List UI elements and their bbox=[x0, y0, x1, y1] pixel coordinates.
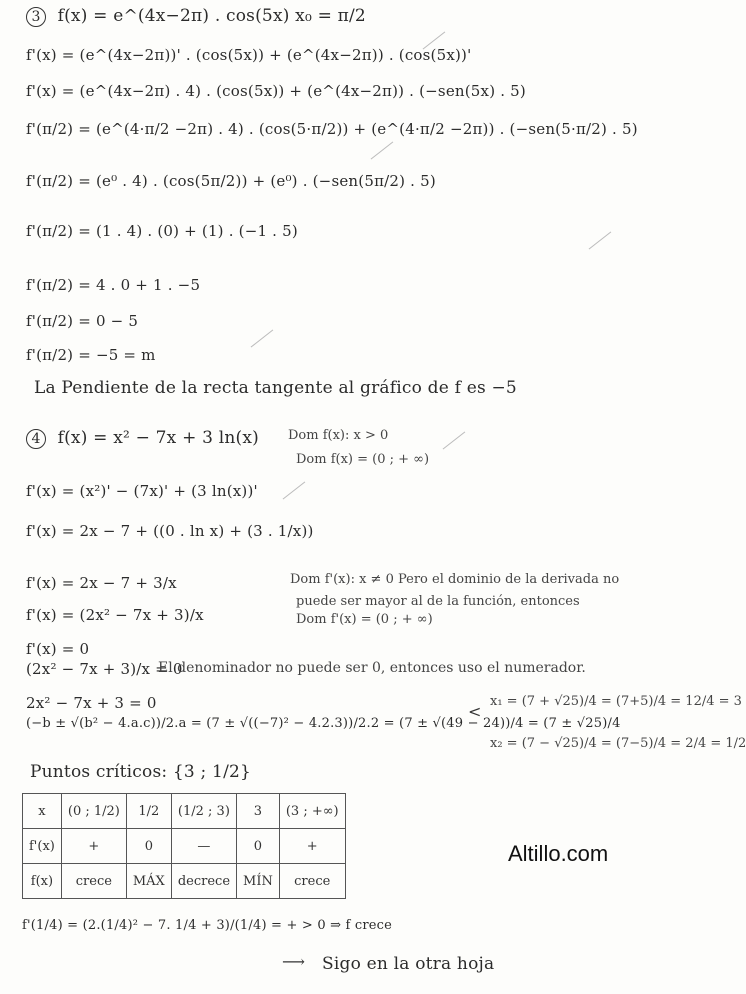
branch-arrow-icon: < bbox=[468, 702, 482, 721]
ex4-line-1: 4 f(x) = x² − 7x + 3 ln(x) bbox=[26, 428, 259, 449]
ex3-line-2: f'(x) = (e^(4x−2π))' . (cos(5x)) + (e^(4x−2π)) . (cos(5x))' bbox=[26, 46, 472, 64]
ex3-line-6: f'(π/2) = (1 . 4) . (0) + (1) . (−1 . 5) bbox=[26, 222, 298, 240]
table-cell: f'(x) bbox=[23, 829, 62, 864]
ex4-line-5: f'(x) = (2x² − 7x + 3)/x bbox=[26, 606, 204, 624]
table-cell: 3 bbox=[237, 794, 280, 829]
altillo-watermark: Altillo.com bbox=[508, 841, 609, 866]
exercise-number-3: 3 bbox=[26, 7, 46, 27]
table-row bbox=[23, 794, 346, 829]
domain-note-2: Dom f(x) = (0 ; + ∞) bbox=[296, 452, 430, 467]
ex3-conclusion: La Pendiente de la recta tangente al gráfico de f es −5 bbox=[34, 378, 517, 398]
root-x2: x₂ = (7 − √25)/4 = (7−5)/4 = 2/4 = 1/2 bbox=[490, 736, 746, 751]
table-cell: crece bbox=[61, 864, 126, 899]
pencil-tick bbox=[251, 330, 274, 348]
domain-note-4: puede ser mayor al de la función, entonces bbox=[296, 594, 580, 609]
table-cell: — bbox=[171, 829, 236, 864]
denominator-note: El denominador no puede ser 0, entonces uso el numerador. bbox=[158, 660, 586, 676]
ex4-line-8: 2x² − 7x + 3 = 0 bbox=[26, 694, 157, 712]
exercise-number-4: 4 bbox=[26, 429, 46, 449]
critical-points: Puntos críticos: {3 ; 1/2} bbox=[30, 762, 252, 782]
ex3-line-3: f'(x) = (e^(4x−2π) . 4) . (cos(5x)) + (e^(4x−2π)) . (−sen(5x) . 5) bbox=[26, 82, 526, 100]
sign-table bbox=[22, 793, 346, 899]
ex3-line-5: f'(π/2) = (e⁰ . 4) . (cos(5π/2)) + (e⁰) . (−sen(5π/2) . 5) bbox=[26, 172, 436, 190]
pencil-tick bbox=[283, 482, 306, 500]
table-cell: x bbox=[23, 794, 62, 829]
table-row bbox=[23, 829, 346, 864]
table-cell: MÍN bbox=[237, 864, 280, 899]
table-cell: 1/2 bbox=[126, 794, 171, 829]
table-cell: f(x) bbox=[23, 864, 62, 899]
root-x1: x₁ = (7 + √25)/4 = (7+5)/4 = 12/4 = 3 bbox=[490, 694, 742, 709]
right-arrow-icon: ⟶ bbox=[282, 952, 305, 971]
table-cell: (1/2 ; 3) bbox=[171, 794, 236, 829]
ex4-line-4: f'(x) = 2x − 7 + 3/x bbox=[26, 574, 177, 592]
derivative-check: f'(1/4) = (2.(1/4)² − 7. 1/4 + 3)/(1/4) = + > 0 ⇒ f crece bbox=[22, 918, 393, 933]
table-cell: + bbox=[61, 829, 126, 864]
ex3-line-7: f'(π/2) = 4 . 0 + 1 . −5 bbox=[26, 276, 201, 294]
pencil-tick bbox=[443, 432, 466, 450]
pencil-tick bbox=[589, 232, 612, 250]
domain-note-1: Dom f(x): x > 0 bbox=[288, 428, 389, 443]
table-cell: (3 ; +∞) bbox=[279, 794, 345, 829]
table-cell: (0 ; 1/2) bbox=[61, 794, 126, 829]
pencil-tick bbox=[371, 142, 394, 160]
table-cell: crece bbox=[279, 864, 345, 899]
ex4-line-3: f'(x) = 2x − 7 + ((0 . ln x) + (3 . 1/x)) bbox=[26, 522, 314, 540]
ex3-line-9: f'(π/2) = −5 = m bbox=[26, 346, 156, 364]
ex4-line-7: (2x² − 7x + 3)/x = 0 bbox=[26, 660, 183, 678]
ex4-line-2: f'(x) = (x²)' − (7x)' + (3 ln(x))' bbox=[26, 482, 258, 500]
table-cell: + bbox=[279, 829, 345, 864]
ex3-line-4: f'(π/2) = (e^(4·π/2 −2π) . 4) . (cos(5·π/2)) + (e^(4·π/2 −2π)) . (−sen(5·π/2) . 5) bbox=[26, 120, 638, 138]
domain-note-3: Dom f'(x): x ≠ 0 Pero el dominio de la derivada no bbox=[290, 572, 620, 587]
footer-note: Sigo en la otra hoja bbox=[322, 954, 495, 974]
ex3-line-8: f'(π/2) = 0 − 5 bbox=[26, 312, 139, 330]
ex4-line-6: f'(x) = 0 bbox=[26, 640, 90, 658]
ex4-quadratic-formula: (−b ± √(b² − 4.a.c))/2.a = (7 ± √((−7)² − 4.2.3))/2.2 = (7 ± √(49 − 24))/4 = (7 ± √25)/4 bbox=[26, 716, 621, 731]
table-cell: 0 bbox=[126, 829, 171, 864]
table-cell: 0 bbox=[237, 829, 280, 864]
table-cell: decrece bbox=[171, 864, 236, 899]
domain-note-5: Dom f'(x) = (0 ; + ∞) bbox=[296, 612, 433, 627]
ex3-line-1: 3 f(x) = e^(4x−2π) . cos(5x) x₀ = π/2 bbox=[26, 6, 366, 27]
table-cell: MÁX bbox=[126, 864, 171, 899]
table-row bbox=[23, 864, 346, 899]
